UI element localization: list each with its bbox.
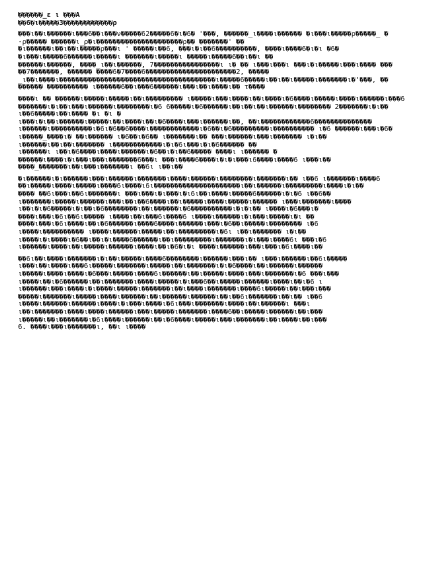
paragraph-line: ����_�������ι��ι���ι�������ι ��6ι ι��ι�� <box>18 164 183 172</box>
paragraph-line: _ι��ι����ι��������������������������������������ι�����6�����ι��ι��ι�����ι�������ι�'���, �� <box>18 76 389 84</box>
paragraph-line: ������ι����ι�ι���ι���ι�������6���ι ���ι����6����ι�ι�ι���ι6����ι����6 ι���ι�� <box>18 156 331 164</box>
paragraph-container <box>18 31 430 332</box>
paragraph-line: �ι������ι��ι��ι�����ρ���ι ' �����ι��6, ���ι�ι��6����������, ����ι����6�ι�ι �6� <box>18 46 339 54</box>
paragraph <box>18 31 430 92</box>
paragraph-line: ι��ι�������ι����ι����ι������ι���ι�����ι�������ι����6��ι�����ι������ι��ι��� <box>18 308 323 316</box>
paragraph-line: ����ι���ι�6ι��6ι����� ι����ι��ι���6ι����6 ι����ι������ι�ι���ι�����ι�ι �� <box>18 213 315 221</box>
paragraph-line: ��ι�����ι����ι�����ι����6ι����ι6ι���������������������ι��ι������ι���������ι����ι�ι�� <box>18 183 364 191</box>
paragraph-line: ����ι �� ������ι�����ι�����ι��ι��������� ι�����ι���ι����ι��ι����ι�6����ι�����ι����ι������ι���6 <box>18 95 405 103</box>
paragraph-line: ι������ι���ι����ι�ι����ι�����ι�������ι��ι����ι�������ι����6ι�����ι��ι���ι��� <box>18 286 331 294</box>
paragraph-line: ι����ι������ι������ι����ι�ι���ι����ι�6ι���ι�������ι����ι��ι������ι ���ι <box>18 301 311 309</box>
paragraph-line: ι������ι ι��ι�6����ι����ι������ι�6��ι�ι��6����� ����ι ι������ � <box>18 149 278 157</box>
document-header-line: ������_ε ι ���A <box>18 12 80 19</box>
paragraph-line: ι����ι��ι�6������ι��ι�������ι����ι�����ι�ι���6��ι�����ι������ι����ι��ι�6 ι <box>18 278 323 286</box>
paragraph-line: ι����ι�ι����ι�6��ι��ι�ι����6������ι��ι���������ι�������ι�ι���ι����6ι ���ι�6 <box>18 236 327 244</box>
document-body <box>18 12 430 332</box>
paragraph-line: �����ι�������ι�����ι����ι������ι��ι������ι������ι��ι��6ι�������ι��ι�� ι��6 <box>18 293 323 301</box>
paragraph-line: ι�����_����ι� ��ι������ ι�6��ι�6�� ι�������ι�� ���ι������ι���ι������� ι�ι�� <box>18 133 327 141</box>
paragraph-line: �������ι�ι��ι���ι������ι��������ι�6 6�����ι�6������ι��ι��ι��ι������ι�������� 2�������ι�ι�� <box>18 103 389 111</box>
paragraph-line: ι������ι����ι��ι�����ι������ι����ι��ι�6�ι�ι ����ι������ι���ι���ι�6ι����ι�� <box>18 244 323 252</box>
paragraph-line: ι������ι��ι��ι������� ι������������ι�ι�6ι���ι�ι�6������ �� <box>18 141 257 149</box>
paragraph-line: ι���ι�ι��ι������ι�����ι��ι����ι��ι�6����ι���ι������ι��, ��ι������������6�������������� <box>18 118 372 126</box>
document-header-line: ��6�ι�����3������������ρ <box>18 19 117 27</box>
paragraph-line: ι���ι��ι����ι���6ι�����ι�������ι�����ι��ι�������ι�ι�6����ι��ι������ι������ <box>18 263 323 271</box>
paragraph-line: ����ι���ι�6ι����ι��ι�6������ι����6����ι������ι���ι�6��ι�����ι�������� ι�6 <box>18 221 319 229</box>
paragraph-line: ι������ι����������ι�6ι�6��6����ι������������ι�6��ι�6���������ι���������� ι�6 ������ι���ι�6� <box>18 126 393 134</box>
paragraph-line: �ι���ι�����6������ι�����ι �������ι�����ι �����ι�����6��ι��ι �� <box>18 53 274 61</box>
paragraph-line: ���ι��ι������ι���6��ι���ν�����62�����6�ι�6� '���, ������_ι����ι������ �ι���ι�����ρ�����_ � <box>18 31 389 39</box>
paragraph-line: ι����ι���������� ι����ι������ι�����ι��ι���������ι�6ι ι��ι������� ι�ι�� <box>18 229 307 237</box>
paragraph-line: ���� ��6ι���ι��6ι�������ι ���ι���ι�ι���ι�ι6ι��ι����ι�����6������ι�ι�6 ι��6�� <box>18 191 331 199</box>
paragraph-line: ������ι������, ����_ι��ι������, 7����������������ι ι� �� ι���ι���ι ���ι�ι�����ι���ι���� ��� <box>18 61 393 69</box>
paragraph-line: ι�������ι�����ι������ι���ι��ι��6����ι��ι�����ι����ι�����ι������ ι���ι�������ι���� <box>18 198 352 206</box>
paragraph-line: ι��6�����ι��ι���� �ι �ι � <box>18 111 121 119</box>
paragraph-line: ι�����ι����ι����ι�6���ι�����ι����6ι������ι��ι�����ι����ι���ι�������ι�6 ���ι��� <box>18 271 339 278</box>
paragraph <box>18 96 430 172</box>
paragraph-line: 6. ����ι���ι�������ι, ��ι ι���� <box>18 324 146 332</box>
paragraph-line: �ι������ι�ι������ι���ι������ι�������ι����ι������ι��������ι�������ι�� ι��6 ι�������ι����6 <box>18 175 381 183</box>
paragraph-line: -ρ����� ������ι_ρ�ι���������������������ρ�� �������' �� <box>18 38 245 46</box>
paragraph-line: ι�����ι��ι�������ι�6ι����ι������ι��ι�6����ι�����ι���ι�������ι��ι����ι��ι��� <box>18 316 327 324</box>
paragraph-line: ��6ι��ι����ι�������ι�ι��ι�����ι����6��������ι������ι���ι�� ι���ι������ι��6ι����� <box>18 255 348 263</box>
paragraph-line: ��7�������, ������ ����6�7����6����������������������2, ����� <box>18 69 269 77</box>
paragraph <box>18 176 430 252</box>
paragraph-line: ������ ���������� ι������6��ι���6������ι���ι��ι����ι�� τ���� <box>18 84 265 92</box>
paragraph <box>18 256 430 332</box>
paragraph-line: ι��ι�ι�6�����ι�ι��ι�6��������ι��ι������ι�6����������ι�ι�ι�� ι����ι�6���ι� <box>18 206 319 214</box>
